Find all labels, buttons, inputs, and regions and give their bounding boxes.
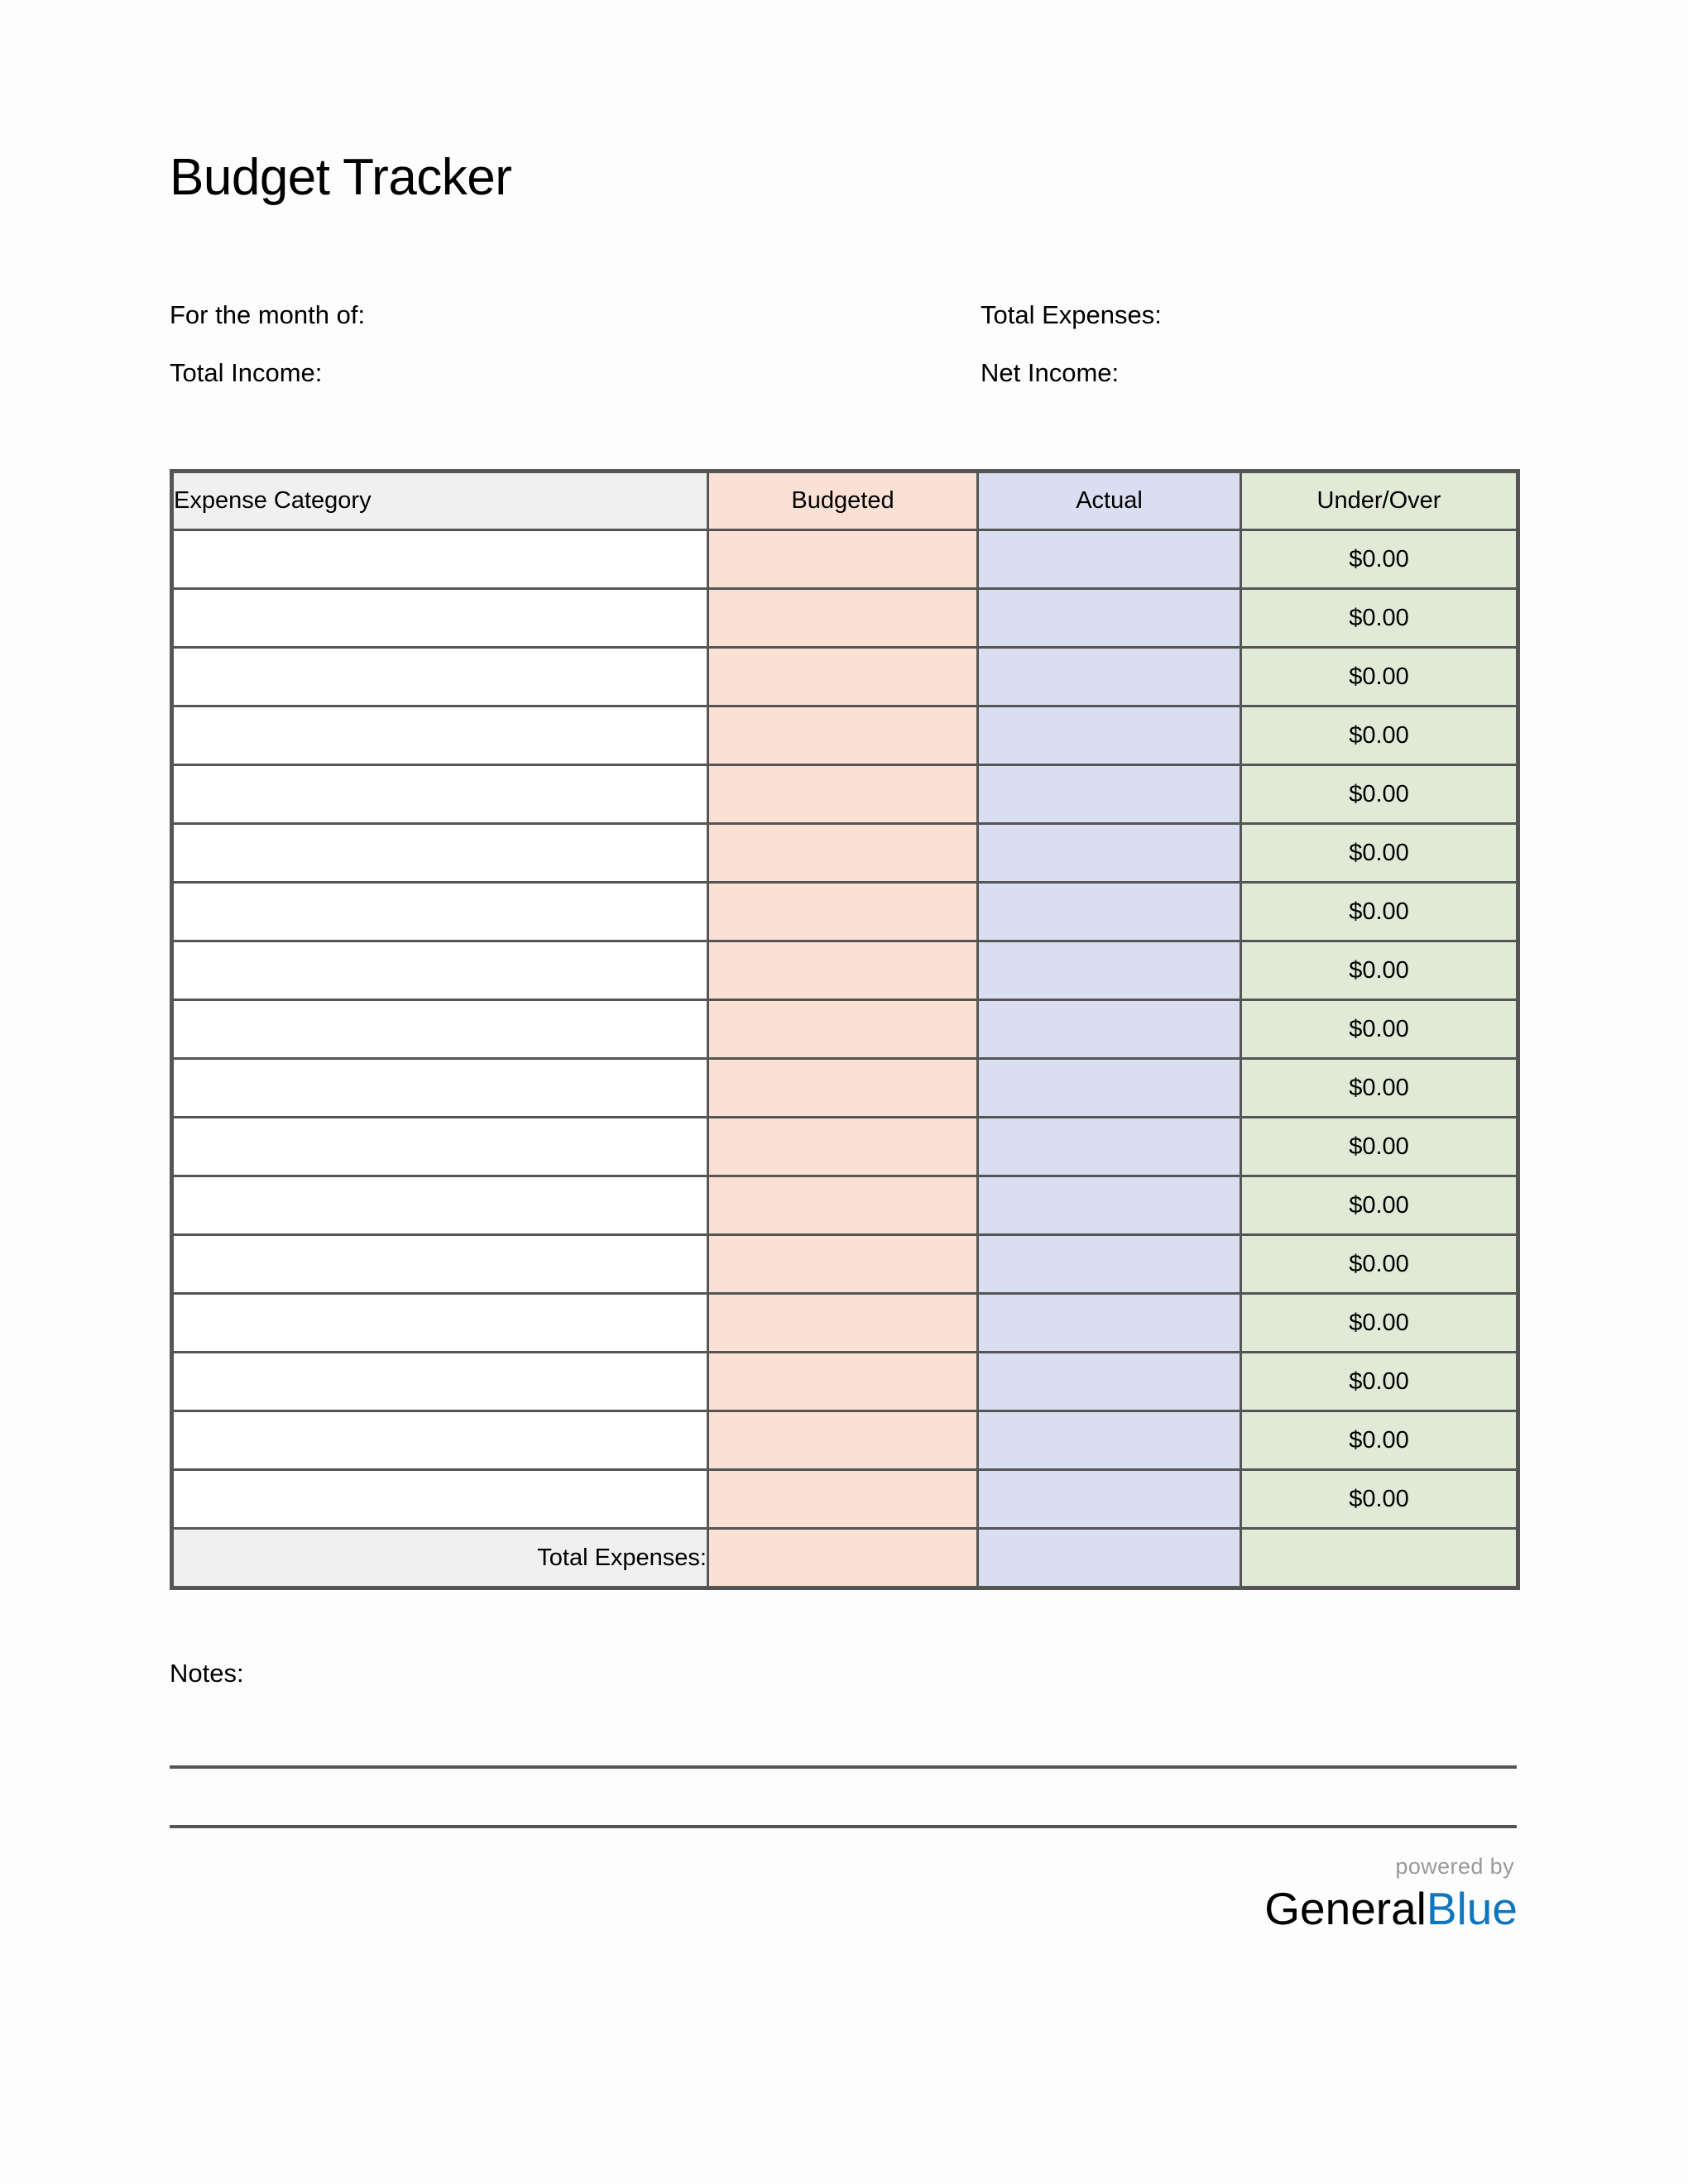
table-row	[172, 589, 1518, 648]
budgeted-cell[interactable]	[708, 1411, 978, 1470]
total-expenses-under-over-cell	[1241, 1529, 1518, 1588]
expense-category-cell[interactable]	[172, 1059, 708, 1118]
column-header-expense-category: Expense Category	[172, 472, 708, 530]
actual-cell[interactable]	[978, 1059, 1241, 1118]
expense-category-cell[interactable]	[172, 1235, 708, 1294]
expense-category-cell[interactable]	[172, 706, 708, 765]
table-row	[172, 648, 1518, 706]
expense-category-cell[interactable]	[172, 589, 708, 648]
table-row	[172, 1000, 1518, 1059]
generalblue-logo	[1223, 1853, 1518, 1935]
total-income-field-label: Total Income:	[170, 358, 323, 387]
under-over-cell: $0.00	[1241, 1176, 1518, 1235]
expense-category-cell[interactable]	[172, 765, 708, 824]
expense-category-cell[interactable]	[172, 824, 708, 883]
actual-cell[interactable]	[978, 648, 1241, 706]
brand-name-blue: Blue	[1426, 1883, 1518, 1934]
budgeted-cell[interactable]	[708, 1176, 978, 1235]
total-expenses-row-label: Total Expenses:	[172, 1529, 708, 1588]
actual-cell[interactable]	[978, 883, 1241, 941]
budgeted-cell[interactable]	[708, 706, 978, 765]
table-row	[172, 1235, 1518, 1294]
budget-table-container	[170, 469, 1516, 1590]
table-row	[172, 941, 1518, 1000]
budgeted-cell[interactable]	[708, 1118, 978, 1176]
total-expenses-field-label: Total Expenses:	[981, 300, 1162, 329]
budgeted-cell[interactable]	[708, 530, 978, 589]
under-over-cell: $0.00	[1241, 765, 1518, 824]
actual-cell[interactable]	[978, 824, 1241, 883]
table-row	[172, 883, 1518, 941]
table-header-row	[172, 472, 1518, 530]
budgeted-cell[interactable]	[708, 648, 978, 706]
expense-category-cell[interactable]	[172, 1353, 708, 1411]
table-row	[172, 1118, 1518, 1176]
budgeted-cell[interactable]	[708, 941, 978, 1000]
total-expenses-budgeted-cell[interactable]	[708, 1529, 978, 1588]
actual-cell[interactable]	[978, 1411, 1241, 1470]
actual-cell[interactable]	[978, 706, 1241, 765]
under-over-cell: $0.00	[1241, 824, 1518, 883]
actual-cell[interactable]	[978, 1176, 1241, 1235]
under-over-cell: $0.00	[1241, 1353, 1518, 1411]
budgeted-cell[interactable]	[708, 765, 978, 824]
actual-cell[interactable]	[978, 1470, 1241, 1529]
expense-category-cell[interactable]	[172, 883, 708, 941]
summary-fields	[0, 298, 1688, 430]
expense-category-cell[interactable]	[172, 1470, 708, 1529]
table-row	[172, 1411, 1518, 1470]
expense-category-cell[interactable]	[172, 941, 708, 1000]
table-row	[172, 1294, 1518, 1353]
budgeted-cell[interactable]	[708, 1470, 978, 1529]
table-row	[172, 706, 1518, 765]
column-header-actual: Actual	[978, 472, 1241, 530]
budgeted-cell[interactable]	[708, 824, 978, 883]
budgeted-cell[interactable]	[708, 1235, 978, 1294]
budgeted-cell[interactable]	[708, 589, 978, 648]
actual-cell[interactable]	[978, 1118, 1241, 1176]
actual-cell[interactable]	[978, 589, 1241, 648]
under-over-cell: $0.00	[1241, 1118, 1518, 1176]
powered-by-label: powered by	[1395, 1854, 1514, 1879]
notes-line-2[interactable]	[170, 1825, 1517, 1828]
page-title: Budget Tracker	[170, 149, 512, 206]
expense-category-cell[interactable]	[172, 530, 708, 589]
under-over-cell: $0.00	[1241, 530, 1518, 589]
expense-category-cell[interactable]	[172, 648, 708, 706]
budget-table-head	[172, 472, 1518, 530]
budgeted-cell[interactable]	[708, 883, 978, 941]
under-over-cell: $0.00	[1241, 1411, 1518, 1470]
total-expenses-actual-cell[interactable]	[978, 1529, 1241, 1588]
total-expenses-row	[172, 1529, 1518, 1588]
under-over-cell: $0.00	[1241, 1235, 1518, 1294]
under-over-cell: $0.00	[1241, 883, 1518, 941]
expense-category-cell[interactable]	[172, 1176, 708, 1235]
under-over-cell: $0.00	[1241, 648, 1518, 706]
actual-cell[interactable]	[978, 1235, 1241, 1294]
table-row	[172, 530, 1518, 589]
budgeted-cell[interactable]	[708, 1294, 978, 1353]
table-row	[172, 1353, 1518, 1411]
brand-name-general: General	[1264, 1883, 1427, 1934]
month-field-label: For the month of:	[170, 300, 366, 329]
table-row	[172, 824, 1518, 883]
actual-cell[interactable]	[978, 1000, 1241, 1059]
table-row	[172, 1176, 1518, 1235]
table-row	[172, 1059, 1518, 1118]
under-over-cell: $0.00	[1241, 1059, 1518, 1118]
notes-line-1[interactable]	[170, 1765, 1517, 1769]
expense-category-cell[interactable]	[172, 1411, 708, 1470]
expense-category-cell[interactable]	[172, 1000, 708, 1059]
under-over-cell: $0.00	[1241, 589, 1518, 648]
brand-name	[1223, 1882, 1518, 1935]
budgeted-cell[interactable]	[708, 1000, 978, 1059]
budgeted-cell[interactable]	[708, 1353, 978, 1411]
actual-cell[interactable]	[978, 941, 1241, 1000]
budgeted-cell[interactable]	[708, 1059, 978, 1118]
table-row	[172, 1470, 1518, 1529]
under-over-cell: $0.00	[1241, 706, 1518, 765]
expense-category-cell[interactable]	[172, 1118, 708, 1176]
actual-cell[interactable]	[978, 765, 1241, 824]
net-income-field-label: Net Income:	[981, 358, 1120, 387]
budget-table-body	[172, 530, 1518, 1529]
notes-label: Notes:	[170, 1659, 244, 1688]
under-over-cell: $0.00	[1241, 1470, 1518, 1529]
column-header-under-over: Under/Over	[1241, 472, 1518, 530]
under-over-cell: $0.00	[1241, 1294, 1518, 1353]
actual-cell[interactable]	[978, 530, 1241, 589]
actual-cell[interactable]	[978, 1294, 1241, 1353]
table-row	[172, 765, 1518, 824]
under-over-cell: $0.00	[1241, 1000, 1518, 1059]
budget-table	[170, 469, 1520, 1590]
under-over-cell: $0.00	[1241, 941, 1518, 1000]
actual-cell[interactable]	[978, 1353, 1241, 1411]
budget-table-foot	[172, 1529, 1518, 1588]
expense-category-cell[interactable]	[172, 1294, 708, 1353]
column-header-budgeted: Budgeted	[708, 472, 978, 530]
